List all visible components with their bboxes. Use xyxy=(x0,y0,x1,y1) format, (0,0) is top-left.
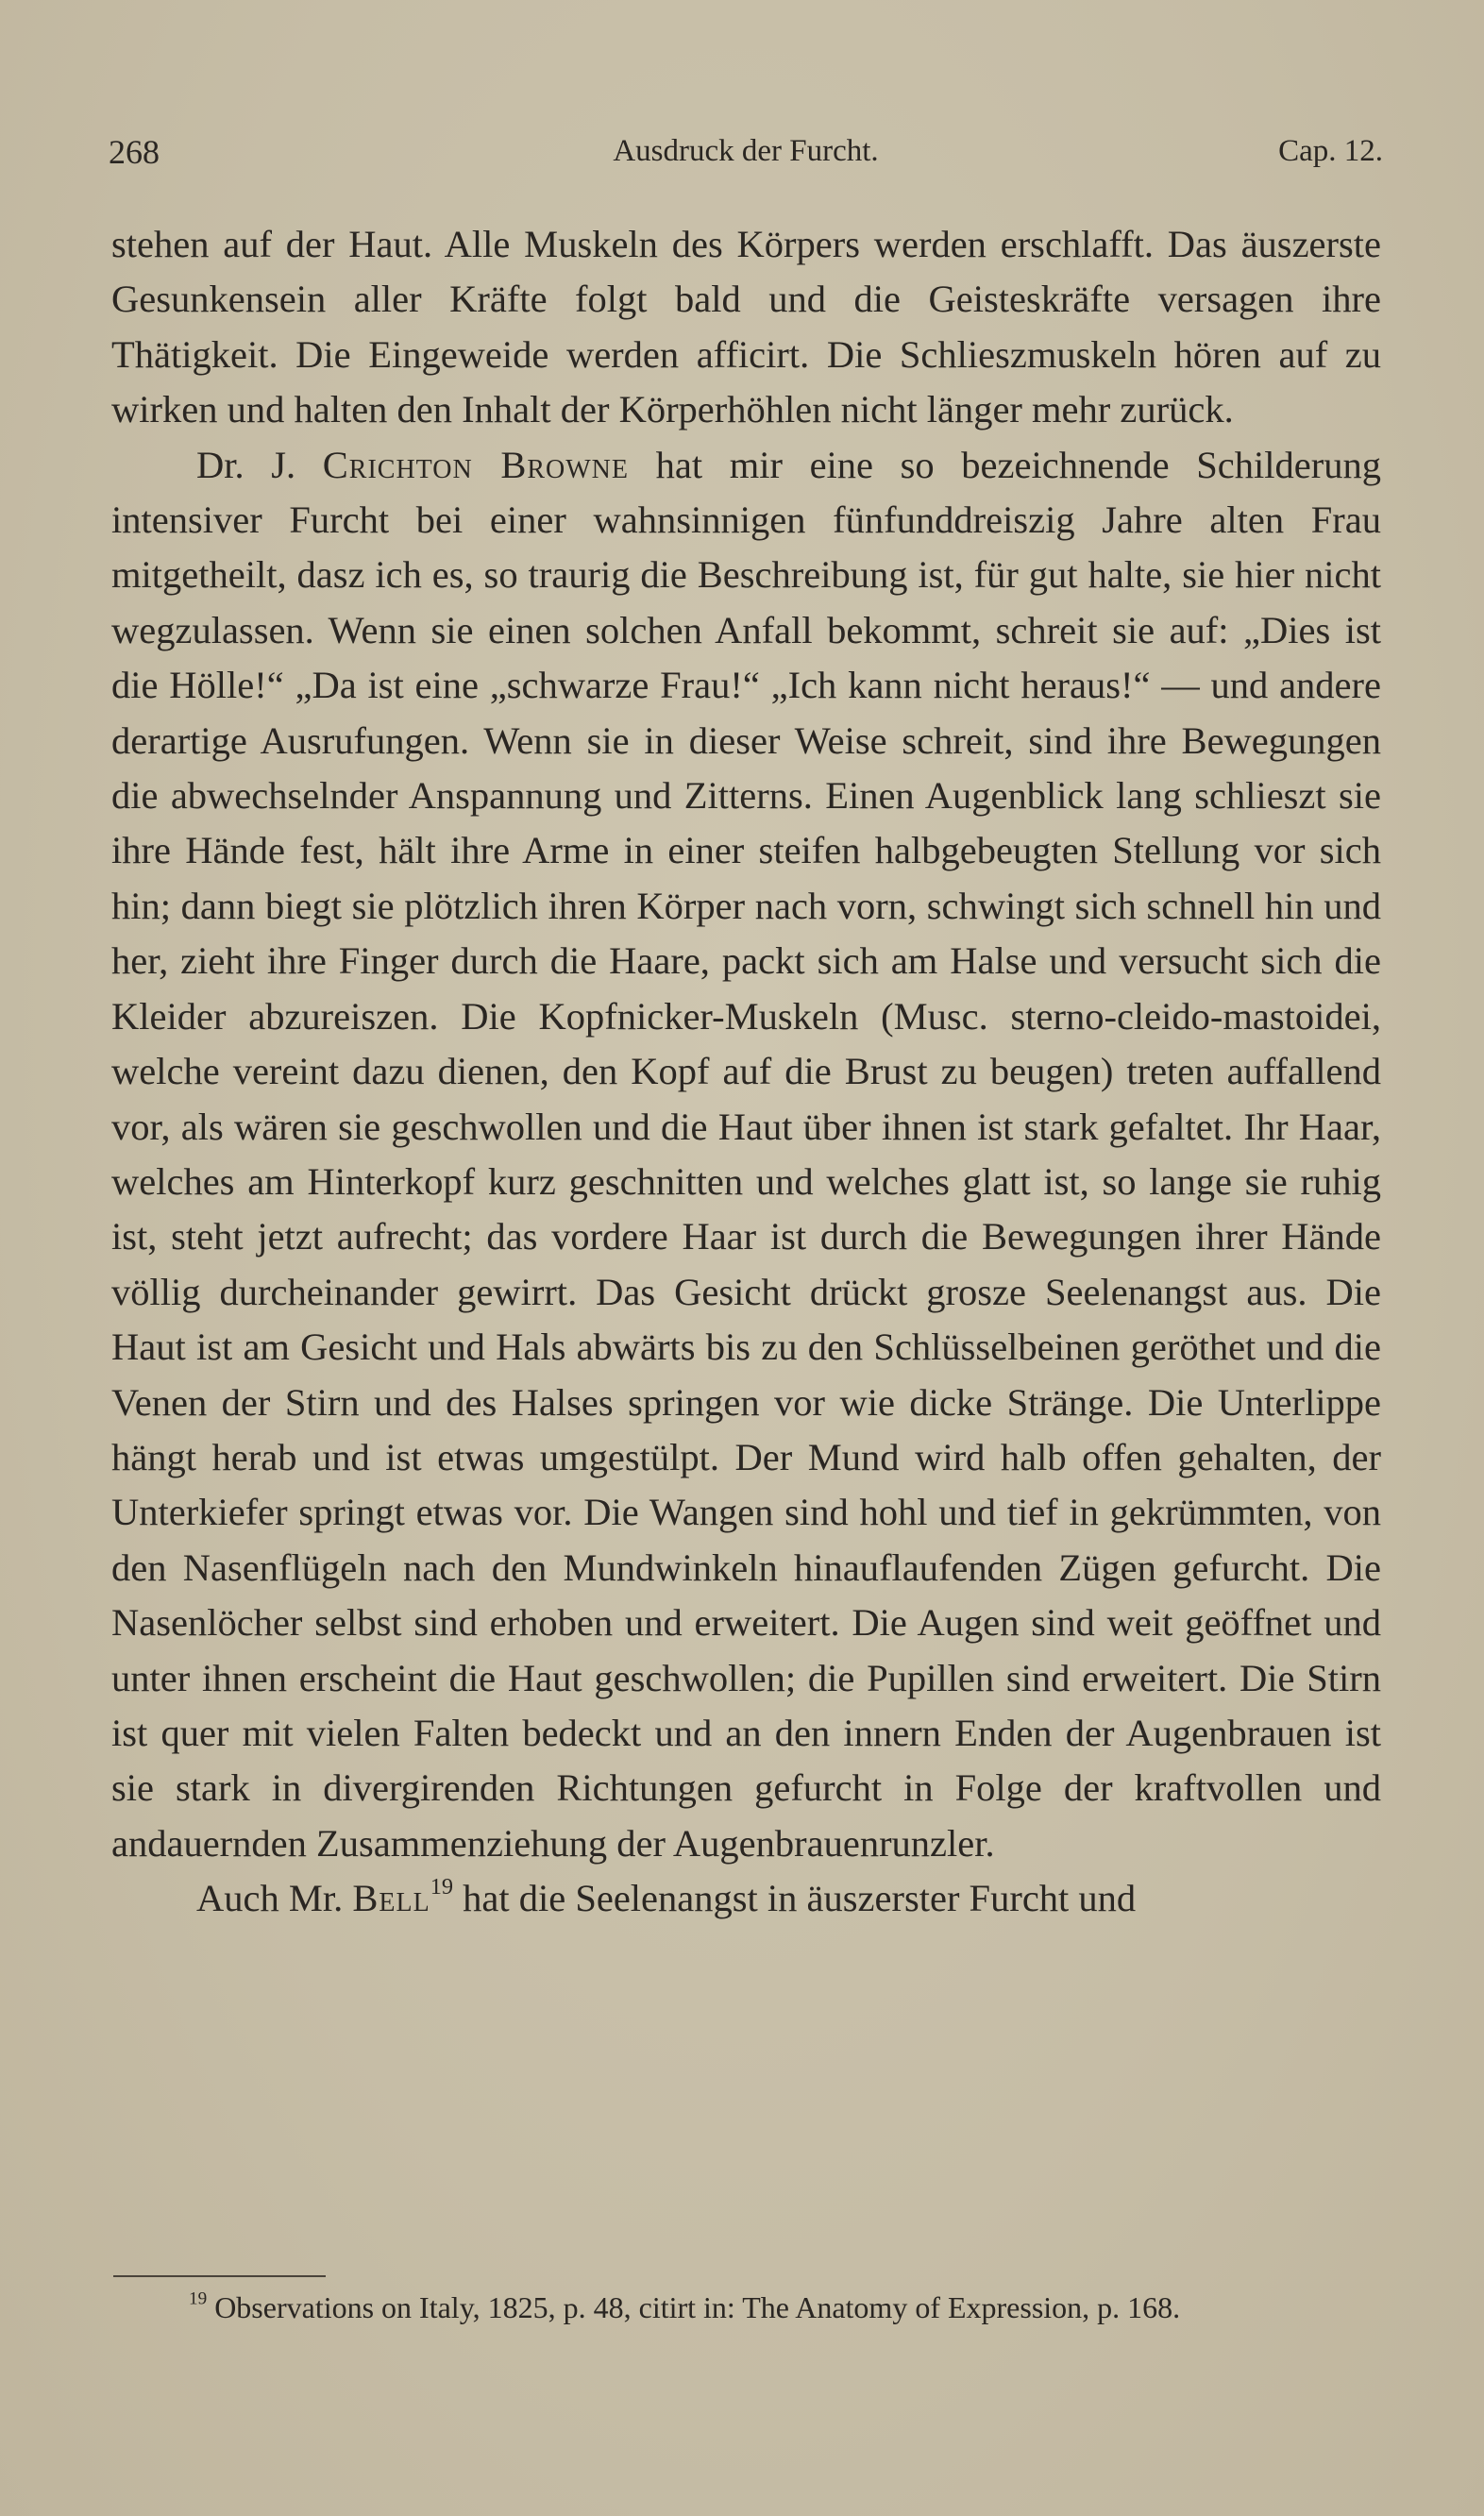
footnote xyxy=(189,2288,1383,2326)
paragraph-browne-text: hat mir eine so bezeichnende Schilderung intensiver Furcht bei einer wahnsinnigen fünfunddreiszig Jahre alten Frau mitgetheilt, dasz ich es, so traurig die Beschreibung ist, für gut halte, sie hier nicht wegzulassen. Wenn sie einen solchen Anfall bekommt, schreit sie auf: „Dies ist die Hölle!“ „Da ist eine „schwarze Frau!“ „Ich kann nicht heraus!“ — und andere derartige Ausrufungen. Wenn sie in dieser Weise schreit, sind ihre Bewegungen die abwechselnder Anspannung und Zitterns. Einen Augenblick lang schlieszt sie ihre Hände fest, hält ihre Arme in einer steifen halbgebeugten Stellung vor sich hin; dann biegt sie plötzlich ihren Körper nach vorn, schwingt sich schnell hin und her, zieht ihre Finger durch die Haare, packt sich am Halse und versucht sich die Kleider abzureiszen. Die Kopfnicker-Muskeln (Musc. sterno-cleido-mastoidei, welche vereint dazu dienen, den Kopf auf die Brust zu beugen) treten auffallend vor, als wären sie geschwollen und die Haut über ihnen ist stark gefaltet. Ihr Haar, welches am Hinterkopf kurz geschnitten und welches glatt ist, so lange sie ruhig ist, steht jetzt aufrecht; das vordere Haar ist durch die Bewegungen ihrer Hände völlig durcheinander gewirrt. Das Gesicht drückt grosze Seelenangst aus. Die Haut ist am Gesicht und Hals abwärts bis zu den Schlüsselbeinen geröthet und die Venen der Stirn und des Halses springen vor wie dicke Stränge. Die Unterlippe hängt herab und ist etwas umgestülpt. Der Mund wird halb offen gehalten, der Unterkiefer springt etwas vor. Die Wangen sind hohl und tief in gekrümmten, von den Nasenflügeln nach den Mundwinkeln hinauflaufenden Zügen gefurcht. Die Nasenlöcher selbst sind erhoben und erweitert. Die Augen sind weit geöffnet und unter ihnen erscheint die Haut geschwollen; die Pupillen sind erweitert. Die Stirn ist quer mit vielen Falten bedeckt und an den innern Enden der Augenbrauen ist sie stark in divergirenden Richtungen gefurcht in Folge der kraftvollen und andauernden Zusammenziehung der Augenbrauenrunzler. xyxy=(111,443,1381,1865)
body-text xyxy=(111,217,1381,1927)
footnote-divider xyxy=(113,2275,326,2277)
paragraph-bell-lead: Auch Mr. xyxy=(196,1877,353,1920)
footnote-text: Observations on Italy, 1825, p. 48, citirt in: The Anatomy of Expression, p. 168. xyxy=(207,2290,1181,2324)
chapter-label: Cap. 12. xyxy=(1278,134,1383,168)
paragraph-bell xyxy=(111,1871,1381,1926)
paragraph-browne-lead: Dr. J. xyxy=(196,443,323,486)
page-number: 268 xyxy=(109,133,160,171)
running-title: Ausdruck der Furcht. xyxy=(613,134,879,168)
author-name-bell: Bell xyxy=(352,1877,430,1920)
footnote-reference[interactable]: 19 xyxy=(430,1873,453,1900)
running-header xyxy=(109,132,1383,179)
paragraph-bell-text: hat die Seelenangst in äuszerster Furcht und xyxy=(453,1877,1137,1920)
paragraph-browne xyxy=(111,438,1381,1872)
author-name-browne: Crichton Browne xyxy=(322,443,629,486)
footnote-number: 19 xyxy=(189,2288,208,2309)
paragraph-continued: stehen auf der Haut. Alle Muskeln des Körpers werden erschlafft. Das äuszerste Gesunkensein aller Kräfte folgt bald und die Geisteskräfte versagen ihre Thätigkeit. Die Eingeweide werden afficirt. Die Schlieszmuskeln hören auf zu wirken und halten den Inhalt der Körperhöhlen nicht länger mehr zurück. xyxy=(111,223,1381,431)
